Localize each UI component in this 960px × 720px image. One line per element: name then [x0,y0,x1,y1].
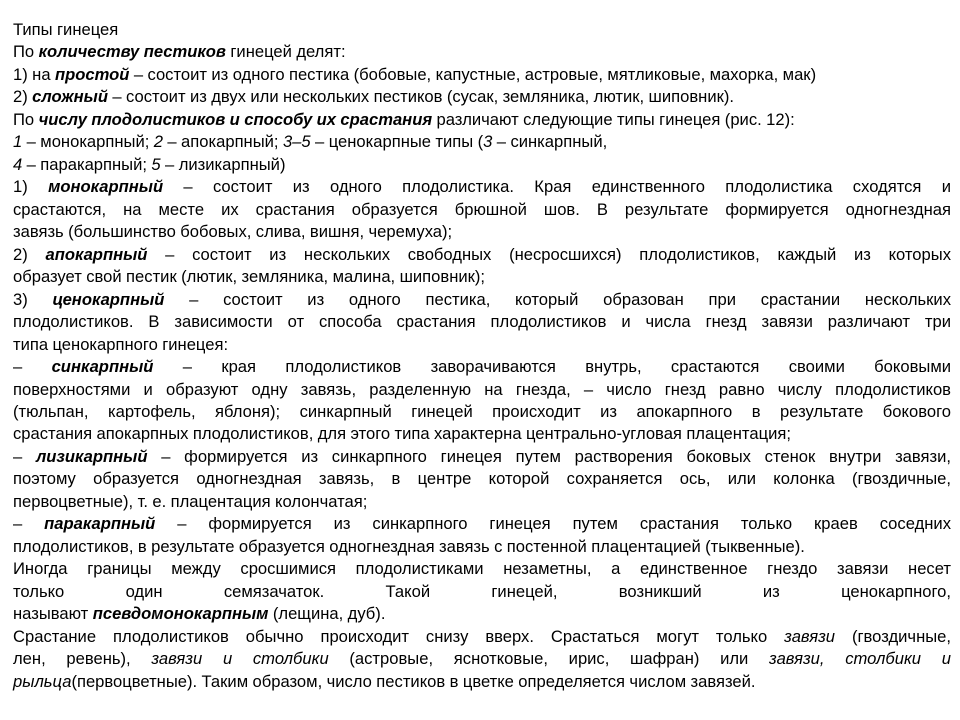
text-line [13,401,951,423]
body-text: 2) [13,87,33,107]
text-line [13,289,951,311]
body-text: – состоит из одного пестика, который образован при срастании нескольких [164,289,952,309]
body-text: – состоит из двух или нескольких пестиков (сусак, земляника, лютик, шиповник). [107,87,734,107]
text-line [13,648,951,670]
item-cenocarp [13,289,951,356]
body-text: поэтому образуется одногнездная завязь, в центре которой сохраняется ось, или колонка (гвоздичные, [13,469,951,489]
body-text: – состоит из одного плодолистика. Края единственного плодолистика сходятся и [163,177,951,197]
text-line [13,671,951,693]
body-text: различают следующие типы гинецея (рис. 12): [432,109,795,129]
term-emphasis: псевдомонокарпным [92,604,269,624]
italic-text: 3 [483,132,493,152]
body-text: – монокарпный; [22,132,154,152]
term-emphasis: паракарпный [44,514,156,534]
body-text: – края плодолистиков заворачиваются внутрь, срастаются своими боковыми [153,357,952,377]
item-apocarp [13,244,951,289]
text-line [13,109,951,131]
body-text: называют [13,604,93,624]
text-line [13,221,951,243]
body-text: (астровые, яснотковые, ирис, шафран) или [328,649,770,669]
body-text: 1) [13,177,49,197]
body-text: По [13,42,39,62]
term-emphasis: ценокарпный [52,289,165,309]
body-text: плодолистиков. В зависимости от способа срастания плодолистиков и числа гнезд завязи различают три [13,312,951,332]
term-emphasis: сложный [32,87,108,107]
body-text: – паракарпный; [22,154,152,174]
figure-caption [13,131,951,176]
term-emphasis: синкарпный [51,357,154,377]
body-text: гинецей делят: [225,42,346,62]
body-text: 2) [13,244,46,264]
text-line [13,86,951,108]
text-line [13,558,951,580]
text-line [13,603,951,625]
text-line [13,131,951,153]
italic-text: завязи и столбики [151,649,329,669]
body-text: только один семязачаток. Такой гинецей, возникший из ценокарпного, [13,581,951,601]
term-emphasis: числу плодолистиков и способу их срастания [38,109,433,129]
body-text: Типы гинецея [13,20,119,39]
item-monocarp [13,176,951,243]
term-emphasis: монокарпный [48,177,164,197]
pseudomonocarp-note [13,558,951,625]
item-paracarp [13,513,951,558]
body-text: – [13,446,36,466]
italic-text: завязи, столбики и [769,649,951,669]
text-line [13,154,951,176]
title-line [13,19,951,41]
term-emphasis: апокарпный [45,244,148,264]
body-text: 3) [13,289,53,309]
text-line [13,468,951,490]
text-line [13,199,951,221]
body-text: лен, ревень), [13,649,152,669]
body-text: первоцветные), т. е. плацентация колончатая; [13,491,368,511]
term-emphasis: лизикарпный [35,446,148,466]
text-line [13,64,951,86]
body-text: завязь (большинство бобовых, слива, вишня, черемуха); [13,222,453,242]
body-text: – ценокарпные типы ( [310,132,484,152]
body-text: образует свой пестик (лютик, земляника, малина, шиповник); [13,267,486,287]
text-line [13,536,951,558]
italic-text: 4 [13,154,23,174]
body-text: Срастание плодолистиков обычно происходит снизу вверх. Срастаться могут только [13,626,785,646]
term-emphasis: простой [54,64,130,84]
text-line [13,446,951,468]
body-text: – синкарпный, [492,132,608,152]
body-text: (гвоздичные, [835,626,951,646]
text-line [13,356,951,378]
text-line [13,311,951,333]
body-text: срастаются, на месте их срастания образуется брюшной шов. В результате формируется одногнездная [13,199,951,219]
body-text: – состоит из одного пестика (бобовые, капустные, астровые, мятликовые, махорка, мак) [129,64,817,84]
italic-text: завязи [784,626,836,646]
item-lysicarp [13,446,951,513]
body-text: (первоцветные). Таким образом, число пестиков в цветке определяется числом завязей. [71,671,756,691]
body-text: – формируется из синкарпного гинецея путем растворения боковых стенок внутри завязи, [147,446,952,466]
body-text: 1) на [13,64,55,84]
italic-text: 1 [13,132,23,152]
fusion-note [13,626,951,693]
intro-pistil-count [13,41,951,63]
body-text: (тюльпан, картофель, яблоня); синкарпный гинецей происходит из апокарпного в результате бокового [13,401,951,421]
body-text: поверхностями и образуют одну завязь, разделенную на гнезда, – число гнезд равно числу плодолистиков [13,379,951,399]
body-text: (лещина, дуб). [268,604,386,624]
term-emphasis: количеству пестиков [38,42,226,62]
body-text: плодолистиков, в результате образуется одногнездная завязь с постенной плацентацией (тыквенные). [13,536,805,556]
text-line [13,626,951,648]
body-text: – [13,357,52,377]
text-line [13,513,951,535]
text-line [13,491,951,513]
text-line [13,244,951,266]
italic-text: 2 [153,132,163,152]
body-text: – формируется из синкарпного гинецея путем срастания только краев соседних [155,514,951,534]
intro-carpel-types [13,109,951,131]
body-text: По [13,109,39,129]
body-text: типа ценокарпного гинецея: [13,334,229,354]
body-text: – апокарпный; [163,132,283,152]
text-line [13,334,951,356]
item-complex [13,86,951,108]
body-text: – состоит из нескольких свободных (несросшихся) плодолистиков, каждый из которых [147,244,951,264]
text-line [13,423,951,445]
item-simple [13,64,951,86]
text-line [13,266,951,288]
italic-text: 3–5 [282,132,311,152]
text-line [13,41,951,63]
body-text: срастания апокарпных плодолистиков, для этого типа характерна центрально-угловая плацентация; [13,424,791,444]
text-line [13,581,951,603]
italic-text: рыльца [13,671,72,691]
body-text: – лизикарпный) [160,154,286,174]
document-text-block [13,19,951,693]
body-text: Иногда границы между сросшимися плодолистиками незаметны, а единственное гнездо завязи несет [13,559,951,579]
text-line [13,19,951,41]
body-text: – [13,514,45,534]
italic-text: 5 [151,154,161,174]
item-syncarp [13,356,951,446]
text-line [13,379,951,401]
text-line [13,176,951,198]
